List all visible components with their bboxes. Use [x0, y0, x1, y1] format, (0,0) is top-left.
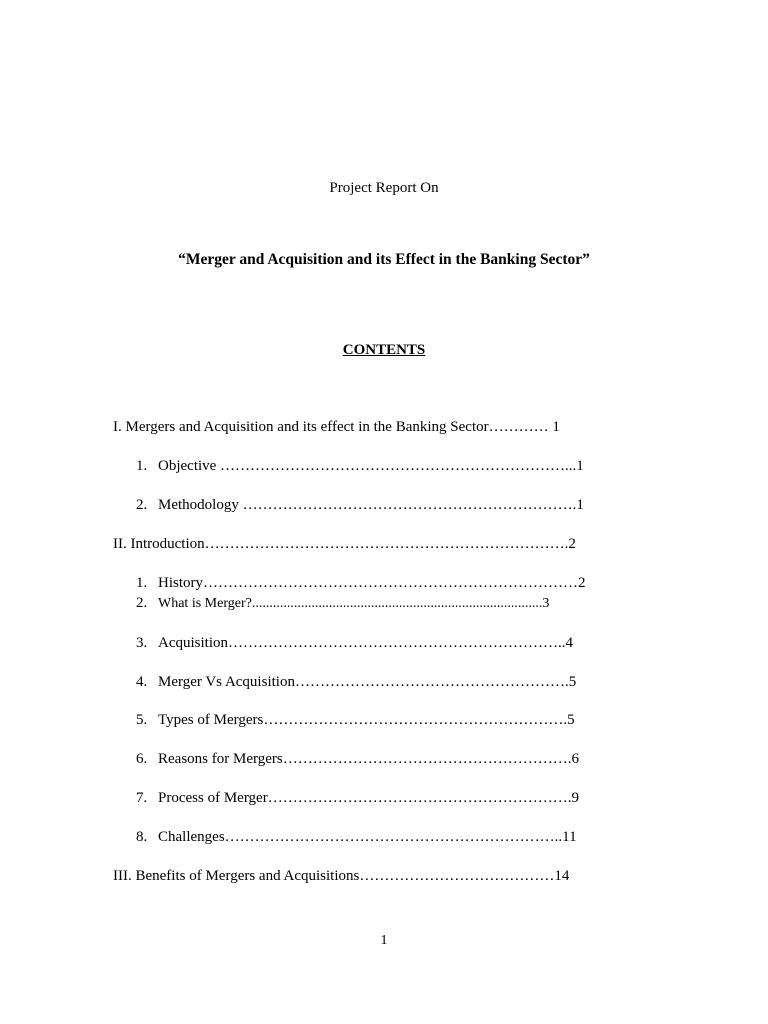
page-number: 1	[380, 933, 388, 948]
report-title: “Merger and Acquisition and its Effect in the Banking Sector”	[178, 251, 590, 268]
toc-entry-text: I. Mergers and Acquisition and its effect in the Banking Sector………… 1	[113, 419, 560, 435]
toc-item-number: 5.	[136, 712, 148, 728]
toc-item-number: 1.	[136, 575, 148, 591]
toc-item-number: 7.	[136, 790, 148, 806]
toc-item-number: 2.	[136, 497, 148, 513]
toc-item-process-of-merger	[136, 788, 579, 808]
toc-entry-text: Reasons for Mergers………………………………………………….6	[158, 751, 579, 767]
toc-entry-text: Challenges…………………………………………………………..11	[158, 829, 577, 845]
toc-item-objective	[136, 456, 584, 476]
toc-item-number: 4.	[136, 674, 148, 690]
toc-item-number: 6.	[136, 751, 148, 767]
toc-entry-text: Methodology ………………………………………………………….1	[158, 497, 584, 513]
toc-item-methodology	[136, 495, 584, 515]
toc-item-number: 3.	[136, 635, 148, 651]
toc-item-number: 8.	[136, 829, 148, 845]
toc-entry-text: Objective ……………………………………………………………...1	[158, 458, 584, 474]
toc-section-3	[113, 866, 569, 886]
toc-item-challenges	[136, 827, 577, 847]
toc-item-history	[136, 573, 586, 593]
toc-entry-text: History…………………………………………………………………2	[158, 575, 586, 591]
toc-item-what-is-merger	[136, 593, 549, 614]
toc-section-1	[113, 417, 560, 437]
toc-item-number: 2.	[136, 595, 148, 611]
toc-item-reasons-for-mergers	[136, 749, 579, 769]
toc-entry-text: What is Merger?...................................................................................3	[158, 596, 550, 611]
toc-item-types-of-mergers	[136, 710, 575, 730]
toc-item-merger-vs-acquisition	[136, 672, 576, 692]
toc-item-acquisition	[136, 633, 573, 653]
toc-entry-text: Merger Vs Acquisition……………………………………………….5	[158, 674, 577, 690]
toc-item-number: 1.	[136, 458, 148, 474]
toc-entry-text: II. Introduction……………………………………………………………….2	[113, 536, 576, 552]
toc-entry-text: III. Benefits of Mergers and Acquisitions…………………………………14	[113, 868, 570, 884]
contents-heading: CONTENTS	[342, 342, 426, 358]
toc-entry-text: Acquisition…………………………………………………………..4	[158, 635, 573, 651]
toc-entry-text: Types of Mergers…………………………………………………….5	[158, 712, 575, 728]
toc-section-2	[113, 534, 576, 554]
report-subtitle: Project Report On	[329, 180, 439, 196]
toc-entry-text: Process of Merger…………………………………………………….9	[158, 790, 579, 806]
